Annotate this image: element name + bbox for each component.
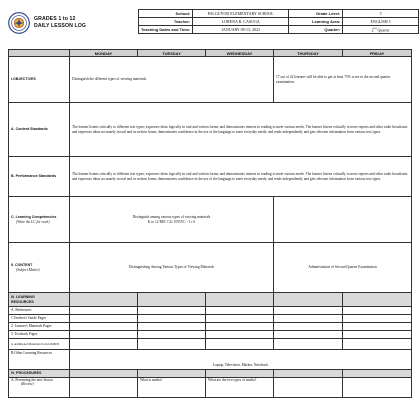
content-label-cell [9,243,70,293]
content-sub: (Subject Matter) [16,267,40,272]
references-wed [206,307,274,315]
presenting-lesson-tue: What is media? [138,378,206,398]
resources-label-cell [9,293,70,307]
deped-seal-icon [8,12,30,34]
dates-value: JANUARY 09-13, 2023 [193,26,289,34]
competencies-label-cell [9,197,70,243]
competencies-label: C. Learning Competencies [11,215,57,220]
quarter-value [343,26,419,34]
teacher-value: LORENA R. CASUGA [193,18,289,26]
school-label: School: [139,10,193,18]
textbook-pages-wed [206,331,274,339]
resources-header-row [9,293,412,307]
header-meta-table [138,9,419,34]
dll-title-line1: GRADES 1 to 12 [34,16,76,22]
competencies-sub: (Write the LC for each) [16,219,50,224]
competencies-line2: K to 12 BEC CG: EN5VC - I c 6 [147,219,196,224]
day-header-tuesday: TUESDAY [138,50,206,57]
presenting-lesson-fri [343,378,412,398]
dll-grid [8,49,412,398]
learners-materials-fri [343,323,412,331]
additional-materials-mon [70,339,138,350]
competencies-row [9,197,412,243]
competencies-line1: Distinguish among various types of viewing materials [132,215,211,220]
day-header-blank [9,50,70,57]
references-label: A. References [9,307,70,315]
dll-title-line2: DAILY LESSON LOG [34,23,87,29]
procedures-tue [138,370,206,378]
quarter-suffix: Quarter [376,27,390,33]
additional-materials-tue [138,339,206,350]
competencies-mon-wed [70,197,274,243]
content-label: II. CONTENT [11,263,33,268]
references-row [9,307,412,315]
teachers-guide-wed [206,315,274,323]
textbook-pages-fri [343,331,412,339]
content-row [9,243,412,293]
references-tue [138,307,206,315]
learners-materials-tue [138,323,206,331]
textbook-pages-thu [274,331,343,339]
presenting-lesson-wed: What are the two types of media? [206,378,274,398]
meta-row-dates [139,26,419,34]
procedures-fri [343,370,412,378]
teachers-guide-fri [343,315,412,323]
presenting-lesson-row [9,378,412,398]
resources-tue [138,293,206,307]
quarter-number: 2 [371,27,374,33]
day-header-wednesday: WEDNESDAY [206,50,274,57]
presenting-lesson-thu [274,378,343,398]
meta-row-school [139,10,419,18]
resources-label-line1: III. LEARNING [11,295,35,300]
other-resources-row [9,350,412,370]
performance-standards-label: B. Performance Standards [9,157,70,197]
procedures-thu [274,370,343,378]
learners-materials-thu [274,323,343,331]
grade-value: 5 [343,10,419,18]
resources-fri [343,293,412,307]
resources-label-line2: RESOURCES [11,299,34,304]
resources-wed [206,293,274,307]
day-header-thursday: THURSDAY [274,50,343,57]
content-standards-text: The learner listens critically to different text types; expresses ideas logically in oral and written forms; and demonstrates interest in reading to meet various needs. The learner listens critically to news reports and other radio broadcasts and expresses ideas accurately in oral and in written forms; demonstrates confidence in the use of the language to meet everyday needs; and reads independently and gets relevant information from various text types. [70,103,412,157]
content-mon-wed: Distinguishing Among Various Types of Viewing Materials [70,243,274,293]
learners-materials-wed [206,323,274,331]
other-resources-label: B.Other Learning Resources [9,350,70,370]
learners-materials-mon [70,323,138,331]
learning-area-value: ENGLISH 5 [343,18,419,26]
resources-thu [274,293,343,307]
additional-materials-wed [206,339,274,350]
teacher-label: Teacher: [139,18,193,26]
grade-label: Grade Level: [289,10,343,18]
textbook-pages-tue [138,331,206,339]
procedures-label: IV. PROCEDURES [9,370,70,378]
presenting-lesson-label-cell [9,378,70,398]
additional-materials-fri [343,339,412,350]
objectives-row [9,57,412,103]
dates-label: Teaching Dates and Time: [139,26,193,34]
learners-materials-row [9,323,412,331]
textbook-pages-label: 3. Textbook Pages [9,331,70,339]
references-fri [343,307,412,315]
presenting-lesson-mon [70,378,138,398]
resources-mon [70,293,138,307]
content-standards-row [9,103,412,157]
teachers-guide-tue [138,315,206,323]
day-header-monday: MONDAY [70,50,138,57]
references-mon [70,307,138,315]
teachers-guide-row [9,315,412,323]
learners-materials-label: 2. Learner's Materials Pages [9,323,70,331]
content-standards-label: A. Content Standards [9,103,70,157]
references-thu [274,307,343,315]
objectives-label: I.OBJECTIVES [9,57,70,103]
procedures-wed [206,370,274,378]
additional-materials-label: 4. Additional Materials from LRMDS [9,339,70,350]
presenting-lesson-sub: (Review) [21,382,34,387]
objectives-mon-wed: Distinguish the different types of viewing materials. [70,57,274,103]
teachers-guide-thu [274,315,343,323]
school-value: PALGUYOD ELEMENTARY SCHOOL [193,10,289,18]
teachers-guide-mon [70,315,138,323]
procedures-mon [70,370,138,378]
additional-materials-thu [274,339,343,350]
procedures-header-row [9,370,412,378]
additional-materials-row [9,339,412,350]
competencies-thu-fri [274,197,412,243]
textbook-pages-mon [70,331,138,339]
teachers-guide-label: 1.Teacher's Guide Pages [9,315,70,323]
day-header-friday: FRIDAY [343,50,412,57]
dll-header [8,9,411,47]
textbook-pages-row [9,331,412,339]
day-header-row [9,50,412,57]
objectives-thu-fri: 17 out of 22 learners will be able to get at least 75% score in the second quarter examination. [274,57,412,103]
performance-standards-text: The learner listens critically to different text types; expresses ideas logically in oral and written forms; and demonstrates interest in reading to meet various needs. The learner listens critically to news reports and other radio broadcasts and expresses ideas accurately in oral and in written forms; demonstrates confidence in the use of the language to meet everyday needs; and reads independently and gets relevant information from various text types. [70,157,412,197]
quarter-ordinal: nd [373,26,377,31]
learning-area-label: Learning Area: [289,18,343,26]
content-thu-fri: Administration of Second Quarter Examination [274,243,412,293]
meta-row-teacher [139,18,419,26]
other-resources-value: Laptop, Television, Marker, Notebook [70,350,412,370]
performance-standards-row [9,157,412,197]
presenting-lesson-label: A. Presenting the new lesson [11,378,53,382]
quarter-label: Quarter: [289,26,343,34]
